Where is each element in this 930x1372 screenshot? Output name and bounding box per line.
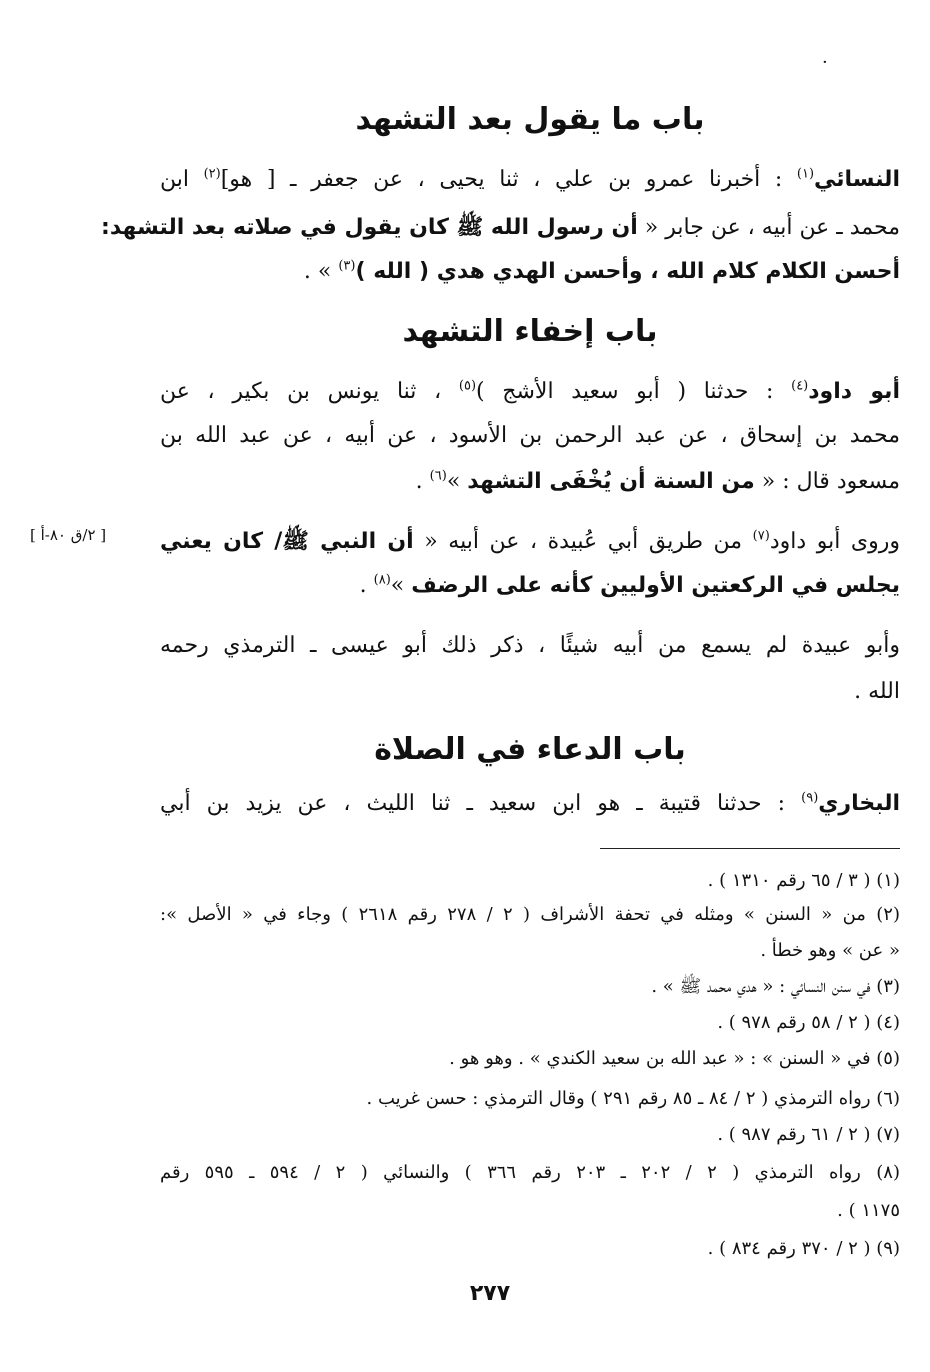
line-text: : حدثنا قتيبة ـ هو ابن سعيد ـ ثنا الليث ، عن يزيد بن أبي bbox=[160, 791, 802, 816]
hadith-text: أحسن الكلام كلام الله ، وأحسن الهدي هدي ( الله ) bbox=[355, 259, 900, 284]
footnote: ١١٧٥ ) . bbox=[837, 1200, 900, 1221]
text-line bbox=[160, 162, 900, 198]
section-heading-supplication: باب الدعاء في الصلاة bbox=[374, 732, 686, 767]
footnote-ref: (٣) bbox=[338, 258, 356, 274]
footnote-ref: (٧) bbox=[752, 528, 770, 544]
footnote-ref: (٨) bbox=[373, 572, 391, 588]
manuscript-folio-note: [ ٢/ق ٨٠-أ ] bbox=[30, 526, 107, 544]
hadith-text: أن رسول الله ﷺ كان يقول في صلاته بعد التشهد: bbox=[101, 215, 638, 240]
line-text: : أخبرنا عمرو بن علي ، ثنا يحيى ، عن جعفر ـ [ هو] bbox=[220, 167, 797, 192]
section-heading-after-tashahhud: باب ما يقول بعد التشهد bbox=[355, 102, 705, 137]
line-text: ، ثنا يونس بن بكير ، عن bbox=[160, 379, 459, 404]
footnote-ref: (٥) bbox=[458, 378, 477, 394]
footnote: (٣) في سنن النسائي : « هدي محمد ﷺ » . bbox=[651, 976, 900, 997]
line-text: وروى أبو داود bbox=[769, 529, 900, 554]
text-line bbox=[160, 418, 900, 454]
text-line bbox=[160, 628, 900, 664]
section-heading-hiding-tashahhud: باب إخفاء التشهد bbox=[402, 314, 658, 349]
footnote-ref: (٢) bbox=[203, 166, 221, 182]
text-line bbox=[160, 464, 900, 500]
line-text: محمد ـ عن أبيه ، عن جابر « bbox=[637, 215, 900, 240]
line-text: الله . bbox=[854, 679, 900, 704]
hadith-text: أن النبي ﷺ/ كان يعني bbox=[160, 529, 414, 554]
footnote: (٤) ( ٢ / ٥٨ رقم ٩٧٨ ) . bbox=[717, 1012, 900, 1033]
footnote: (٦) رواه الترمذي ( ٢ / ٨٤ ـ ٨٥ رقم ٢٩١ ) وقال الترمذي : حسن غريب . bbox=[366, 1088, 900, 1109]
footnote-ref: (٦) bbox=[429, 468, 447, 484]
line-text: من طريق أبي عُبيدة ، عن أبيه « bbox=[413, 529, 753, 554]
line-text: ابن bbox=[160, 167, 204, 192]
corner-mark: · bbox=[822, 52, 828, 73]
source-name: النسائي bbox=[814, 167, 900, 192]
page-number: ٢٧٧ bbox=[469, 1281, 511, 1306]
footnote: (٨) رواه الترمذي ( ٢ / ٢٠٢ ـ ٢٠٣ رقم ٣٦٦ ) والنسائي ( ٢ / ٥٩٤ ـ ٥٩٥ رقم bbox=[160, 1162, 900, 1183]
line-text: : حدثنا ( أبو سعيد الأشج ) bbox=[476, 379, 792, 404]
footnote-ref: (٤) bbox=[791, 378, 809, 394]
line-text: مسعود قال : « bbox=[754, 469, 900, 494]
footnote: (٩) ( ٢ / ٣٧٠ رقم ٨٣٤ ) . bbox=[707, 1238, 900, 1259]
footnote: (٧) ( ٢ / ٦١ رقم ٩٨٧ ) . bbox=[717, 1124, 900, 1145]
line-text: » bbox=[446, 469, 468, 494]
text-line bbox=[101, 210, 900, 246]
footnote-separator bbox=[600, 848, 900, 849]
line-text: » bbox=[390, 573, 412, 598]
line-text: . bbox=[359, 573, 374, 598]
hadith-text: من السنة أن يُخْفَى التشهد bbox=[467, 469, 755, 494]
line-text: وأبو عبيدة لم يسمع من أبيه شيئًا ، ذكر ذلك أبو عيسى ـ الترمذي رحمه bbox=[160, 633, 900, 658]
text-line bbox=[160, 374, 900, 410]
hadith-text: يجلس في الركعتين الأوليين كأنه على الرضف bbox=[411, 573, 900, 598]
text-line bbox=[160, 254, 900, 290]
source-name: أبو داود bbox=[808, 379, 900, 404]
source-name: البخاري bbox=[818, 791, 900, 816]
text-line bbox=[160, 524, 900, 560]
line-text: . bbox=[415, 469, 430, 494]
footnote: (١) ( ٣ / ٦٥ رقم ١٣١٠ ) . bbox=[707, 870, 900, 891]
text-line bbox=[160, 674, 900, 710]
line-text: » . bbox=[303, 259, 339, 284]
text-line bbox=[160, 568, 900, 604]
footnote: (٢) من « السنن » ومثله في تحفة الأشراف ( ٢ / ٢٧٨ رقم ٢٦١٨ ) وجاء في « الأصل »: bbox=[160, 904, 900, 925]
footnote: (٥) في « السنن » : « عبد الله بن سعيد الكندي » . وهو هو . bbox=[449, 1048, 900, 1069]
footnote-ref: (١) bbox=[796, 166, 815, 182]
text-line bbox=[160, 786, 900, 822]
footnote: « عن » وهو خطأ . bbox=[760, 940, 900, 961]
footnote-ref: (٩) bbox=[801, 790, 819, 806]
line-text: محمد بن إسحاق ، عن عبد الرحمن بن الأسود ، عن أبيه ، عن عبد الله بن bbox=[160, 423, 900, 448]
